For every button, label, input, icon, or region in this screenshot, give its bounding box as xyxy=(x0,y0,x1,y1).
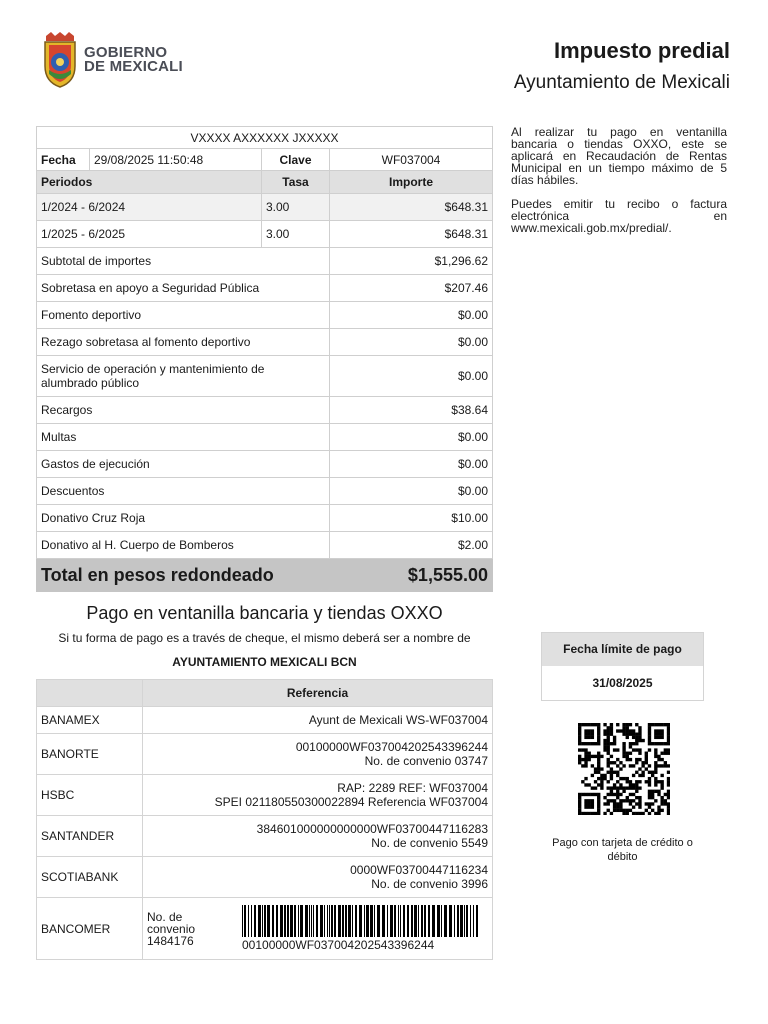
bank-name: BANORTE xyxy=(37,734,143,775)
charge-label: Descuentos xyxy=(37,478,330,505)
logo-text xyxy=(84,46,183,74)
period-tasa: 3.00 xyxy=(262,221,330,248)
charge-row xyxy=(37,451,493,478)
charge-row xyxy=(37,532,493,559)
period-label: 1/2024 - 6/2024 xyxy=(37,194,262,221)
charge-amount: $0.00 xyxy=(330,356,493,397)
period-row xyxy=(37,194,493,221)
bank-reference-line1: 0000WF03700447116234 xyxy=(350,863,488,877)
charge-label: Subtotal de importes xyxy=(37,248,330,275)
payment-notes xyxy=(511,126,727,246)
total-label: Total en pesos redondeado xyxy=(37,559,330,592)
charge-label: Rezago sobretasa al fomento deportivo xyxy=(37,329,330,356)
reference-header: Referencia xyxy=(143,680,493,707)
period-label: 1/2025 - 6/2025 xyxy=(37,221,262,248)
tax-breakdown-table xyxy=(36,126,493,592)
charge-row xyxy=(37,329,493,356)
charge-label: Multas xyxy=(37,424,330,451)
charge-row xyxy=(37,275,493,302)
charge-amount: $38.64 xyxy=(330,397,493,424)
charge-amount: $0.00 xyxy=(330,478,493,505)
charge-amount: $0.00 xyxy=(330,302,493,329)
payment-section-title: Pago en ventanilla bancaria y tiendas OXXO xyxy=(86,603,443,623)
period-row xyxy=(37,221,493,248)
charge-label: Fomento deportivo xyxy=(37,302,330,329)
charge-row xyxy=(37,397,493,424)
logo-line-1: GOBIERNO xyxy=(84,44,168,61)
bank-reference-line2: SPEI 021180550300022894 Referencia WF037004 xyxy=(214,795,488,809)
fecha-label: Fecha xyxy=(37,149,90,171)
qr-code-icon xyxy=(578,723,670,815)
qr-code[interactable] xyxy=(578,723,670,820)
bank-reference-line2: No. de convenio 3996 xyxy=(371,877,488,891)
bank-reference-table xyxy=(36,679,493,960)
bank-reference xyxy=(143,707,493,734)
bank-row xyxy=(37,775,493,816)
charge-amount: $2.00 xyxy=(330,532,493,559)
bank-header-blank xyxy=(37,680,143,707)
page-title: Impuesto predial xyxy=(553,38,730,63)
barcode-icon xyxy=(242,905,480,937)
bank-reference-line2: No. de convenio 03747 xyxy=(364,754,488,768)
clave-value: WF037004 xyxy=(330,149,493,171)
period-importe: $648.31 xyxy=(330,194,493,221)
charge-amount: $1,296.62 xyxy=(330,248,493,275)
periodos-header: Periodos xyxy=(37,171,262,194)
charge-label: Sobretasa en apoyo a Seguridad Pública xyxy=(37,275,330,302)
logo-line-2: DE MEXICALI xyxy=(84,58,183,75)
tasa-header: Tasa xyxy=(262,171,330,194)
importe-header: Importe xyxy=(330,171,493,194)
bank-row xyxy=(37,707,493,734)
cheque-note: Si tu forma de pago es a través de cheque, el mismo deberá ser a nombre de xyxy=(58,631,471,645)
clave-label: Clave xyxy=(262,149,330,171)
note-invoice: Puedes emitir tu recibo o factura electrónica en www.mexicali.gob.mx/predial/. xyxy=(511,197,727,235)
bank-name: SANTANDER xyxy=(37,816,143,857)
bank-name: SCOTIABANK xyxy=(37,857,143,898)
charge-row xyxy=(37,505,493,532)
charge-label: Donativo al H. Cuerpo de Bomberos xyxy=(37,532,330,559)
charge-amount: $0.00 xyxy=(330,451,493,478)
bank-row xyxy=(37,734,493,775)
total-amount: $1,555.00 xyxy=(330,559,493,592)
bancomer-barcode-cell xyxy=(238,898,493,960)
bank-row xyxy=(37,816,493,857)
charge-label xyxy=(37,356,330,397)
charge-amount: $0.00 xyxy=(330,424,493,451)
bank-reference xyxy=(143,775,493,816)
charge-amount: $207.46 xyxy=(330,275,493,302)
card-payment-caption: Pago con tarjeta de crédito o débito xyxy=(552,837,693,863)
government-logo xyxy=(42,32,183,88)
coat-of-arms-icon xyxy=(42,32,78,88)
due-date-label: Fecha límite de pago xyxy=(542,633,703,666)
charge-row xyxy=(37,478,493,505)
fecha-value: 29/08/2025 11:50:48 xyxy=(90,149,262,171)
convenio-label: No. de convenio xyxy=(147,909,196,936)
bank-reference-line1: 384601000000000000WF03700447116283 xyxy=(256,822,488,836)
charge-label: Recargos xyxy=(37,397,330,424)
period-importe: $648.31 xyxy=(330,221,493,248)
cheque-payee: AYUNTAMIENTO MEXICALI BCN xyxy=(172,655,357,669)
bank-name: HSBC xyxy=(37,775,143,816)
due-date-value: 31/08/2025 xyxy=(592,676,653,690)
charge-row xyxy=(37,424,493,451)
charge-amount: $0.00 xyxy=(330,329,493,356)
bank-reference-line1: 00100000WF037004202543396244 xyxy=(295,740,488,754)
charge-row xyxy=(37,356,493,397)
bank-reference xyxy=(143,857,493,898)
bank-reference-line1: Ayunt de Mexicali WS-WF037004 xyxy=(308,713,488,727)
page-subtitle: Ayuntamiento de Mexicali xyxy=(513,72,730,93)
bank-reference xyxy=(143,816,493,857)
period-tasa: 3.00 xyxy=(262,194,330,221)
charge-amount: $10.00 xyxy=(330,505,493,532)
bank-name: BANCOMER xyxy=(37,898,143,960)
barcode-number: 00100000WF037004202543396244 xyxy=(242,938,435,952)
convenio-number: 1484176 xyxy=(147,933,194,948)
charge-row xyxy=(37,248,493,275)
bank-reference xyxy=(143,734,493,775)
note-processing-time: Al realizar tu pago en ventanilla bancaria o tiendas OXXO, este se aplicará en Recaudación de Rentas Municipal en un tiempo máximo de 5 días hábiles. xyxy=(511,125,727,187)
bank-name: BANAMEX xyxy=(37,707,143,734)
taxpayer-name: VXXXX AXXXXXX JXXXXX xyxy=(37,127,493,149)
bank-reference-line1: RAP: 2289 REF: WF037004 xyxy=(337,781,488,795)
charge-row xyxy=(37,302,493,329)
bank-row xyxy=(37,857,493,898)
due-date-box xyxy=(541,632,704,701)
charge-label: Donativo Cruz Roja xyxy=(37,505,330,532)
bancomer-convenio xyxy=(143,898,239,960)
total-row xyxy=(37,559,493,592)
bank-row xyxy=(37,898,493,960)
bank-reference-line2: No. de convenio 5549 xyxy=(371,836,488,850)
charge-label: Gastos de ejecución xyxy=(37,451,330,478)
charge-label-text: Servicio de operación y mantenimiento de alumbrado público xyxy=(41,362,265,390)
